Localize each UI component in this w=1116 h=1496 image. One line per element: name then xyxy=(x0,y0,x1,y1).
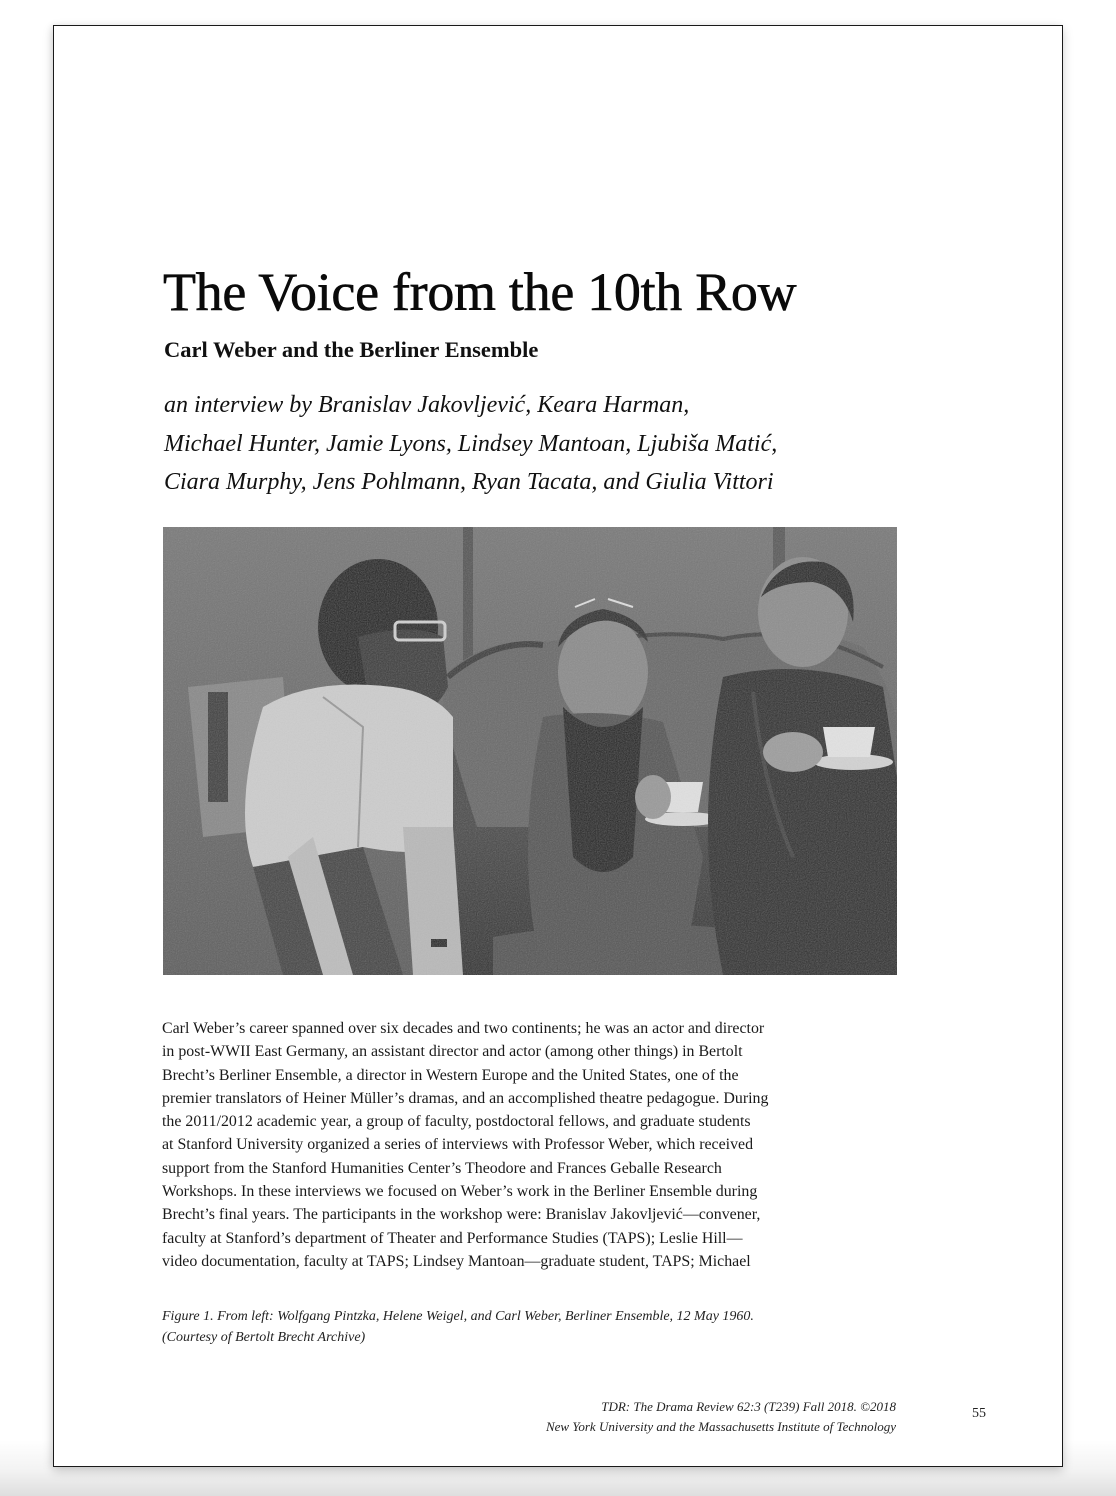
figure-caption xyxy=(162,1306,754,1348)
article-title: The Voice from the 10th Row xyxy=(163,262,797,322)
article-subtitle: Carl Weber and the Berliner Ensemble xyxy=(164,337,539,362)
author-byline xyxy=(164,386,777,502)
paragraph-line: video documentation, faculty at TAPS; Lindsey Mantoan—graduate student, TAPS; Michael xyxy=(162,1252,751,1270)
paragraph-line: support from the Stanford Humanities Center’s Theodore and Frances Geballe Research xyxy=(162,1159,722,1177)
paragraph-line: premier translators of Heiner Müller’s dramas, and an accomplished theatre pedagogue. During xyxy=(162,1089,769,1107)
figure-photo xyxy=(163,527,897,975)
byline-line: an interview by Branislav Jakovljević, Keara Harman, xyxy=(164,392,690,418)
intro-paragraph xyxy=(162,1017,902,1273)
byline-line: Ciara Murphy, Jens Pohlmann, Ryan Tacata, and Giulia Vittori xyxy=(164,469,774,495)
journal-footer xyxy=(546,1397,896,1437)
page-number: 55 xyxy=(972,1406,986,1421)
footer-line: New York University and the Massachusetts Institute of Technology xyxy=(545,1419,896,1434)
paragraph-line: faculty at Stanford’s department of Theater and Performance Studies (TAPS); Leslie Hill— xyxy=(162,1229,743,1247)
paragraph-line: Workshops. In these interviews we focused on Weber’s work in the Berliner Ensemble during xyxy=(162,1183,758,1201)
paragraph-line: Carl Weber’s career spanned over six decades and two continents; he was an actor and director xyxy=(162,1020,765,1037)
paragraph-line: the 2011/2012 academic year, a group of faculty, postdoctoral fellows, and graduate students xyxy=(162,1113,751,1131)
photo-illustration xyxy=(163,527,897,975)
caption-line: (Courtesy of Bertolt Brecht Archive) xyxy=(162,1330,366,1345)
document-page xyxy=(53,25,1063,1467)
paragraph-line: Brecht’s Berliner Ensemble, a director in Western Europe and the United States, one of the xyxy=(162,1066,739,1084)
byline-line: Michael Hunter, Jamie Lyons, Lindsey Mantoan, Ljubiša Matić, xyxy=(164,430,778,457)
paragraph-line: at Stanford University organized a series of interviews with Professor Weber, which received xyxy=(162,1136,754,1154)
caption-line: Figure 1. From left: Wolfgang Pintzka, Helene Weigel, and Carl Weber, Berliner Ensemble, 12 May 1960. xyxy=(162,1309,754,1324)
footer-line: TDR: The Drama Review 62:3 (T239) Fall 2018. ©2018 xyxy=(601,1399,896,1414)
paragraph-line: in post-WWII East Germany, an assistant director and actor (among other things) in Bertolt xyxy=(162,1043,743,1061)
paragraph-line: Brecht’s final years. The participants in the workshop were: Branislav Jakovljević—convener, xyxy=(162,1206,761,1224)
